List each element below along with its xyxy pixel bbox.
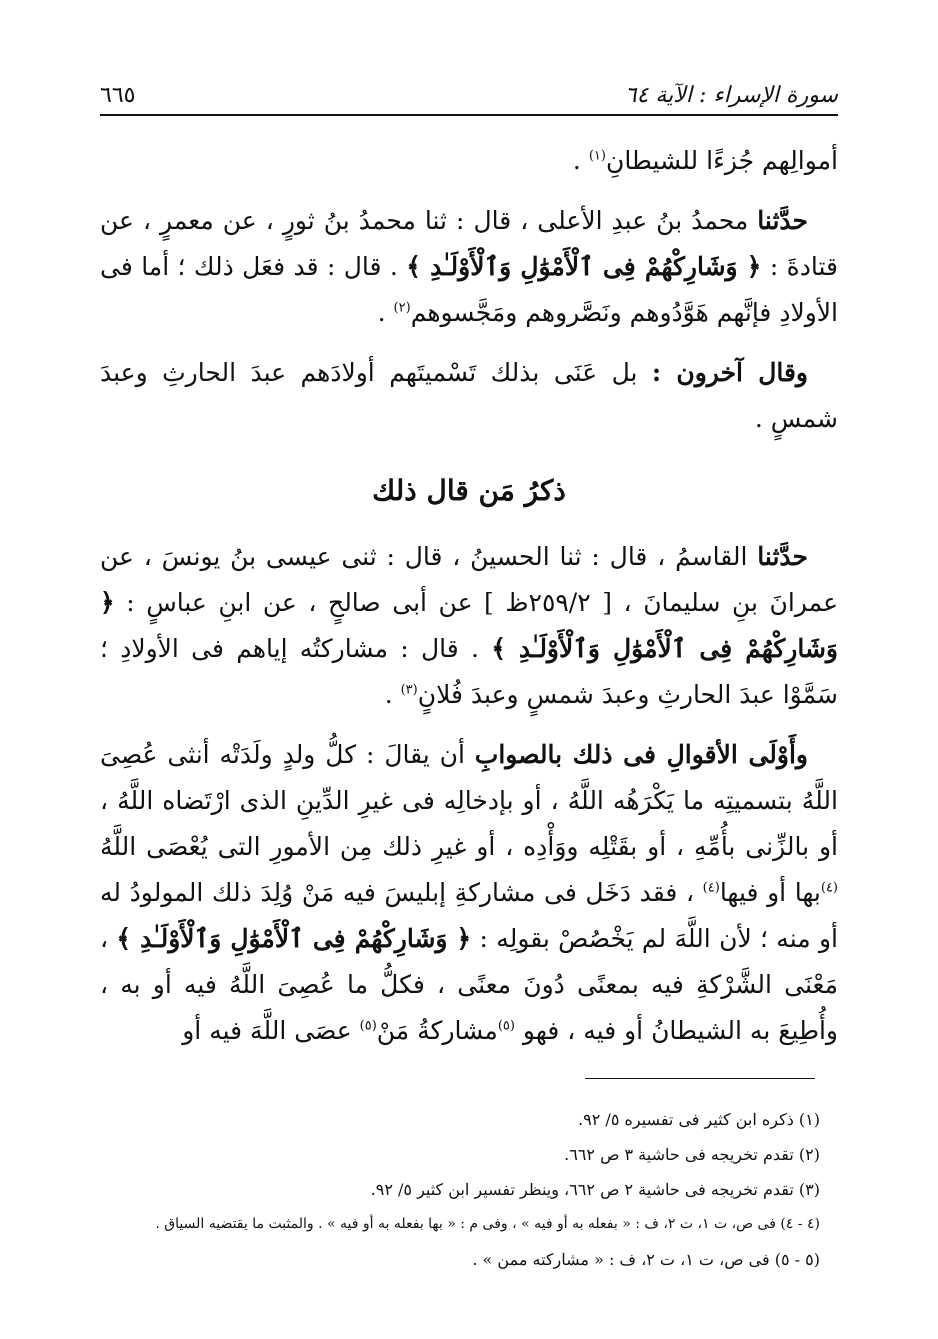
paragraph-2-text-2: . قال : قد فعَل ذلك ؛ أما فى الأولادِ فإنَّهم هَوَّدُوهم ونَصَّروهم ومَجَّسوهم: [100, 252, 838, 327]
paragraph-2-text-1: محمدُ بنُ عبدِ الأعلى ، قال : ثنا محمدُ بنُ ثورٍ ، عن معمرٍ ، عن قتادةَ :: [100, 206, 838, 281]
quran-quote: ﴿ وَشَارِكْهُمْ فِى ٱلْأَمْوَٰلِ وَٱلْأَوْلَـٰدِ ﴾: [100, 588, 838, 663]
footnote-2: (٢) تقدم تخريجه فى حاشية ٣ ص ٦٦٢.: [564, 1145, 820, 1164]
footnote-ref-3: (٣): [400, 682, 418, 698]
section-heading: ذكرُ مَن قال ذلك: [372, 474, 566, 507]
footnote-ref-2: (٢): [393, 300, 411, 316]
paragraph-2: [100, 198, 838, 336]
paragraph-3-lead: وقال آخرون :: [651, 358, 808, 387]
footnote-ref-5-start: (٥): [497, 1018, 515, 1034]
paragraph-4-lead: حدَّثنا: [757, 542, 808, 571]
paragraph-5: [100, 732, 838, 1054]
main-text: [100, 138, 838, 1068]
paragraph-4: [100, 534, 838, 718]
quran-quote: ﴿ وَشَارِكْهُمْ فِى ٱلْأَمْوَٰلِ وَٱلْأَوْلَـٰدِ ﴾: [116, 924, 472, 953]
page-number: ٦٦٥: [100, 83, 136, 108]
footnote-ref-5-end: (٥): [359, 1018, 377, 1034]
paragraph-4-text-2: . قال : مشاركتُه إياهم فى الأولادِ ؛ سَمَّوْا عبدَ الحارثِ وعبدَ شمسٍ وعبدَ فُلانٍ: [100, 634, 838, 709]
footnote-ref-1: (١): [588, 148, 606, 164]
paragraph-4-text-1: القاسمُ ، قال : ثنا الحسينُ ، قال : ثنى عيسى بنُ يونسَ ، عن عمرانَ بنِ سليمانَ ، [ ٢٥٩/٢ظ ] عن أبى صالحٍ ، عن ابنِ عباسٍ :: [100, 542, 838, 617]
paragraph-5-text-3: ، فقد دَخَل فى مشاركةِ إبليسَ فيه مَنْ وُلِدَ ذلك المولودُ له أو منه ؛ لأن اللَّهَ لم يَخْصُصْ بقولِه :: [100, 878, 839, 953]
paragraph-4-end: .: [384, 680, 401, 709]
paragraph-2-lead: حدَّثنا: [757, 206, 808, 235]
footnote-ref-4-end: (٤): [702, 880, 720, 896]
paragraph-1: [100, 138, 838, 184]
footnote-4: (٤ - ٤) فى ص، ت ١، ت ٢، ف : « بفعله به أو فيه » ، وفى م : « بها بفعله به أو فيه » . والمثبت ما يقتضيه السياق .: [155, 1216, 820, 1232]
quran-quote: ﴿ وَشَارِكْهُمْ فِى ٱلْأَمْوَٰلِ وَٱلْأَوْلَـٰدِ ﴾: [406, 252, 762, 281]
paragraph-2-end: .: [377, 298, 394, 327]
paragraph-3: [100, 350, 838, 442]
paragraph-5-text-4: ، مَعْنَى الشَّرْكةِ فيه بمعنًى دُونَ معنًى ، فكلُّ ما عُصِىَ اللَّهُ فيه أو به ، وأُطِيعَ به الشيطانُ أو فيه ، فهو: [100, 924, 838, 1045]
paragraph-5-text-1: أن يقالَ : كلُّ ولدٍ ولَدَتْه أنثى عُصِىَ اللَّهُ بتسميتِه ما يَكْرَهُه اللَّهُ ، أو بإدخالِه فى غيرِ الدِّينِ الذى ارْتَضاه اللَّهُ ، أو بالزِّنى بأُمِّهِ ، أو بقَتْلِه ووَأْدِه ، أو غيرِ ذلك مِن الأمورِ التى يُعْصَى اللَّهُ: [100, 740, 838, 861]
paragraph-3-text: بل عَنَى بذلك تَسْميتَهم أولادَهم عبدَ الحارثِ وعبدَ شمسٍ .: [100, 358, 838, 433]
footnote-divider: [585, 1078, 815, 1079]
footnote-5: (٥ - ٥) فى ص، ت ١، ت ٢، ف : « مشاركته ممن » .: [472, 1250, 820, 1269]
footnote-ref-4-start: (٤): [820, 880, 838, 896]
paragraph-5-text-2: بها أو فيها: [719, 878, 821, 907]
paragraph-5-lead: وأَوْلَى الأقوالِ فى ذلك بالصوابِ: [474, 740, 808, 769]
footnote-3: (٣) تقدم تخريجه فى حاشية ٢ ص ٦٦٢، وينظر تفسير ابن كثير ٥/ ٩٢.: [370, 1180, 820, 1199]
footnote-1: (١) ذكره ابن كثير فى تفسيره ٥/ ٩٢.: [578, 1110, 820, 1129]
running-header: [100, 60, 838, 116]
footnotes: [100, 1102, 820, 1277]
paragraph-5-text-5: مشاركةُ مَنْ: [376, 1016, 498, 1045]
paragraph-1-text: أموالِهم جُزءًا للشيطانِ: [605, 146, 838, 175]
paragraph-5-text-6: عصَى اللَّهَ فيه أو: [182, 1016, 360, 1045]
paragraph-1-end: .: [572, 146, 589, 175]
running-title: سورة الإسراء : الآية ٦٤: [624, 83, 838, 108]
